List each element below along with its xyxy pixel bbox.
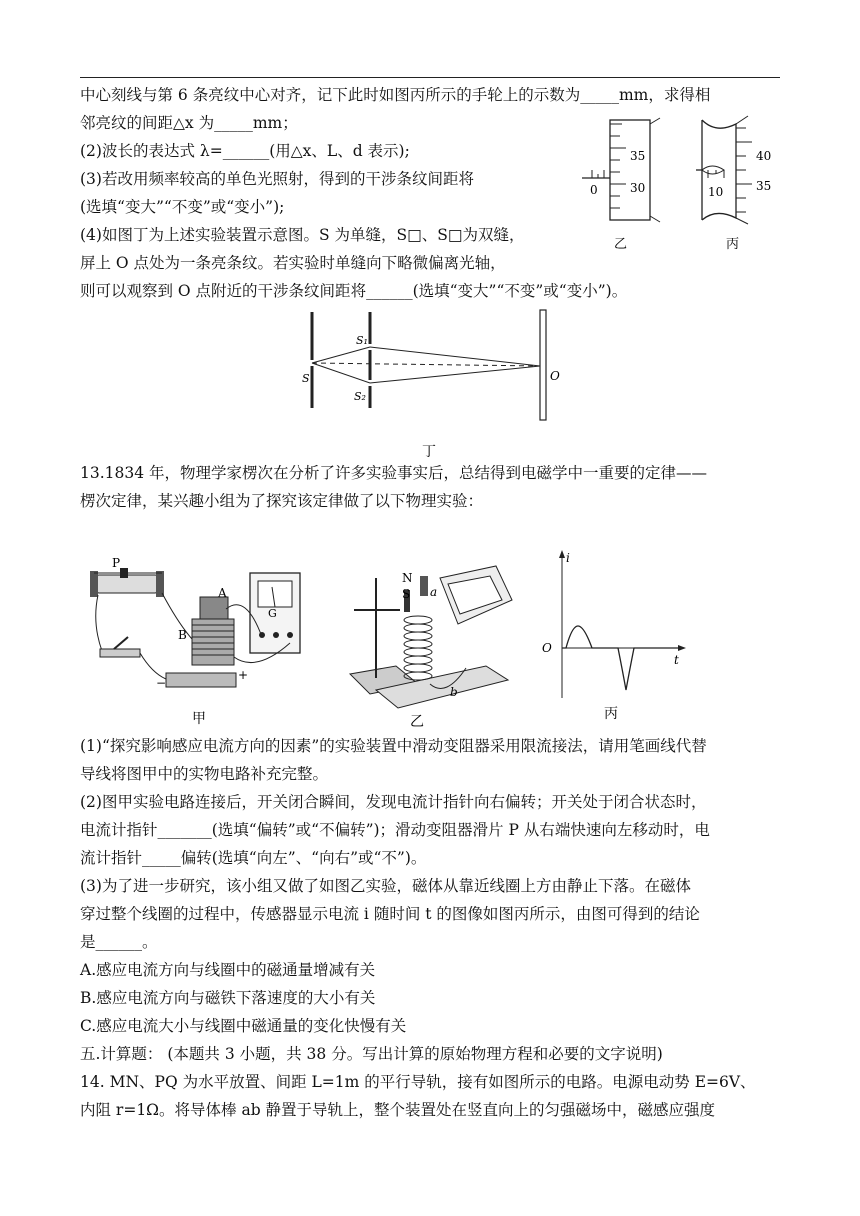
axis-label-i: i bbox=[566, 551, 570, 565]
figure-caption-yi: 乙 bbox=[614, 237, 628, 252]
magnet-coil-figure-yi bbox=[346, 548, 521, 730]
text-line: 邻亮纹的间距△x 为_____mm； bbox=[80, 114, 298, 132]
label-b: b bbox=[450, 685, 458, 699]
label-minus: − bbox=[156, 676, 167, 690]
text-line: (4)如图丁为上述实验装置示意图。S 为单缝，S□、S□为双缝， bbox=[80, 226, 525, 244]
figure-caption-bing: 丙 bbox=[726, 237, 740, 252]
option-c: C.感应电流大小与线圈中磁通量的变化快慢有关 bbox=[80, 1017, 407, 1035]
axis-label-o: O bbox=[542, 641, 552, 655]
text-line: (3)若改用频率较高的单色光照射，得到的干涉条纹间距将 bbox=[80, 170, 474, 188]
label-b: B bbox=[178, 628, 187, 642]
top-rule bbox=[80, 77, 780, 78]
text-line: (1)“探究影响感应电流方向的因素”的实验装置中滑动变阻器采用限流接法，请用笔画线代替 bbox=[80, 737, 707, 755]
double-slit-diagram bbox=[290, 308, 570, 460]
text-line: 则可以观察到 O 点附近的干涉条纹间距将______(选填“变大”“不变”或“变小”)。 bbox=[80, 282, 628, 300]
label-s: S bbox=[302, 372, 310, 385]
main-scale-label-0: 0 bbox=[590, 183, 598, 197]
text-line: 流计指针_____偏转(选填“向左”、“向右”或“不”)。 bbox=[80, 849, 427, 867]
label-a: a bbox=[430, 585, 438, 599]
label-s2: S₂ bbox=[354, 390, 366, 403]
text-line: 是______。 bbox=[80, 933, 158, 951]
figure-caption-ding: 丁 bbox=[422, 444, 436, 460]
main-scale-label-10: 10 bbox=[708, 185, 724, 199]
current-time-graph-bing bbox=[538, 548, 688, 728]
scale-label-40: 40 bbox=[756, 149, 772, 163]
text-line: (3)为了进一步研究，该小组又做了如图乙实验，磁体从靠近线圈上方由静止下落。在磁体 bbox=[80, 877, 691, 895]
label-g: G bbox=[268, 607, 277, 620]
text-line: 13.1834 年，物理学家楞次在分析了许多实验事实后，总结得到电磁学中一重要的定律—— bbox=[80, 464, 708, 482]
label-p: P bbox=[112, 556, 121, 570]
scale-label-30: 30 bbox=[630, 181, 646, 195]
micrometer-figure-yi bbox=[582, 112, 662, 252]
label-o: O bbox=[550, 369, 560, 383]
label-s1: S₁ bbox=[356, 334, 368, 347]
axis-label-t: t bbox=[674, 653, 679, 667]
figure-caption-yi: 乙 bbox=[410, 714, 424, 730]
text-line: (选填“变大”“不变”或“变小”); bbox=[80, 198, 285, 216]
label-a: A bbox=[218, 586, 227, 600]
section-heading: 五.计算题： (本题共 3 小题，共 38 分。写出计算的原始物理方程和必要的文字说明) bbox=[80, 1045, 663, 1063]
micrometer-figure-bing bbox=[696, 112, 786, 252]
figure-caption-bing: 丙 bbox=[604, 706, 618, 722]
text-line: 导线将图甲中的实物电路补充完整。 bbox=[80, 765, 329, 783]
label-n: N bbox=[402, 571, 413, 585]
text-line: (2)波长的表达式 λ=______(用△x、L、d 表示); bbox=[80, 142, 410, 160]
circuit-figure-jia bbox=[86, 553, 316, 728]
scale-label-35: 35 bbox=[756, 179, 772, 193]
figure-caption-jia: 甲 bbox=[192, 711, 206, 727]
text-line: 中心刻线与第 6 条亮纹中心对齐，记下此时如图丙所示的手轮上的示数为_____mm，求得相 bbox=[80, 86, 711, 104]
label-s: S bbox=[402, 587, 411, 601]
label-plus: + bbox=[238, 668, 249, 682]
text-line: 14. MN、PQ 为水平放置、间距 L=1m 的平行导轨，接有如图所示的电路。电源电动势 E=6V、 bbox=[80, 1073, 756, 1091]
text-line: (2)图甲实验电路连接后，开关闭合瞬间，发现电流计指针向右偏转；开关处于闭合状态时， bbox=[80, 793, 707, 811]
text-line: 穿过整个线圈的过程中，传感器显示电流 i 随时间 t 的图像如图丙所示，由图可得到的结论 bbox=[80, 905, 700, 923]
text-line: 楞次定律，某兴趣小组为了探究该定律做了以下物理实验： bbox=[80, 492, 484, 510]
option-a: A.感应电流方向与线圈中的磁通量增减有关 bbox=[80, 961, 376, 979]
text-line: 内阻 r=1Ω。将导体棒 ab 静置于导轨上，整个装置处在竖直向上的匀强磁场中，磁感应强度 bbox=[80, 1101, 716, 1119]
text-line: 屏上 O 点处为一条亮条纹。若实验时单缝向下略微偏离光轴， bbox=[80, 254, 506, 272]
scale-label-35: 35 bbox=[630, 149, 646, 163]
option-b: B.感应电流方向与磁铁下落速度的大小有关 bbox=[80, 989, 376, 1007]
text-line: 电流计指针_______(选填“偏转”或“不偏转”)；滑动变阻器滑片 P 从右端快速向左移动时，电 bbox=[80, 821, 710, 839]
